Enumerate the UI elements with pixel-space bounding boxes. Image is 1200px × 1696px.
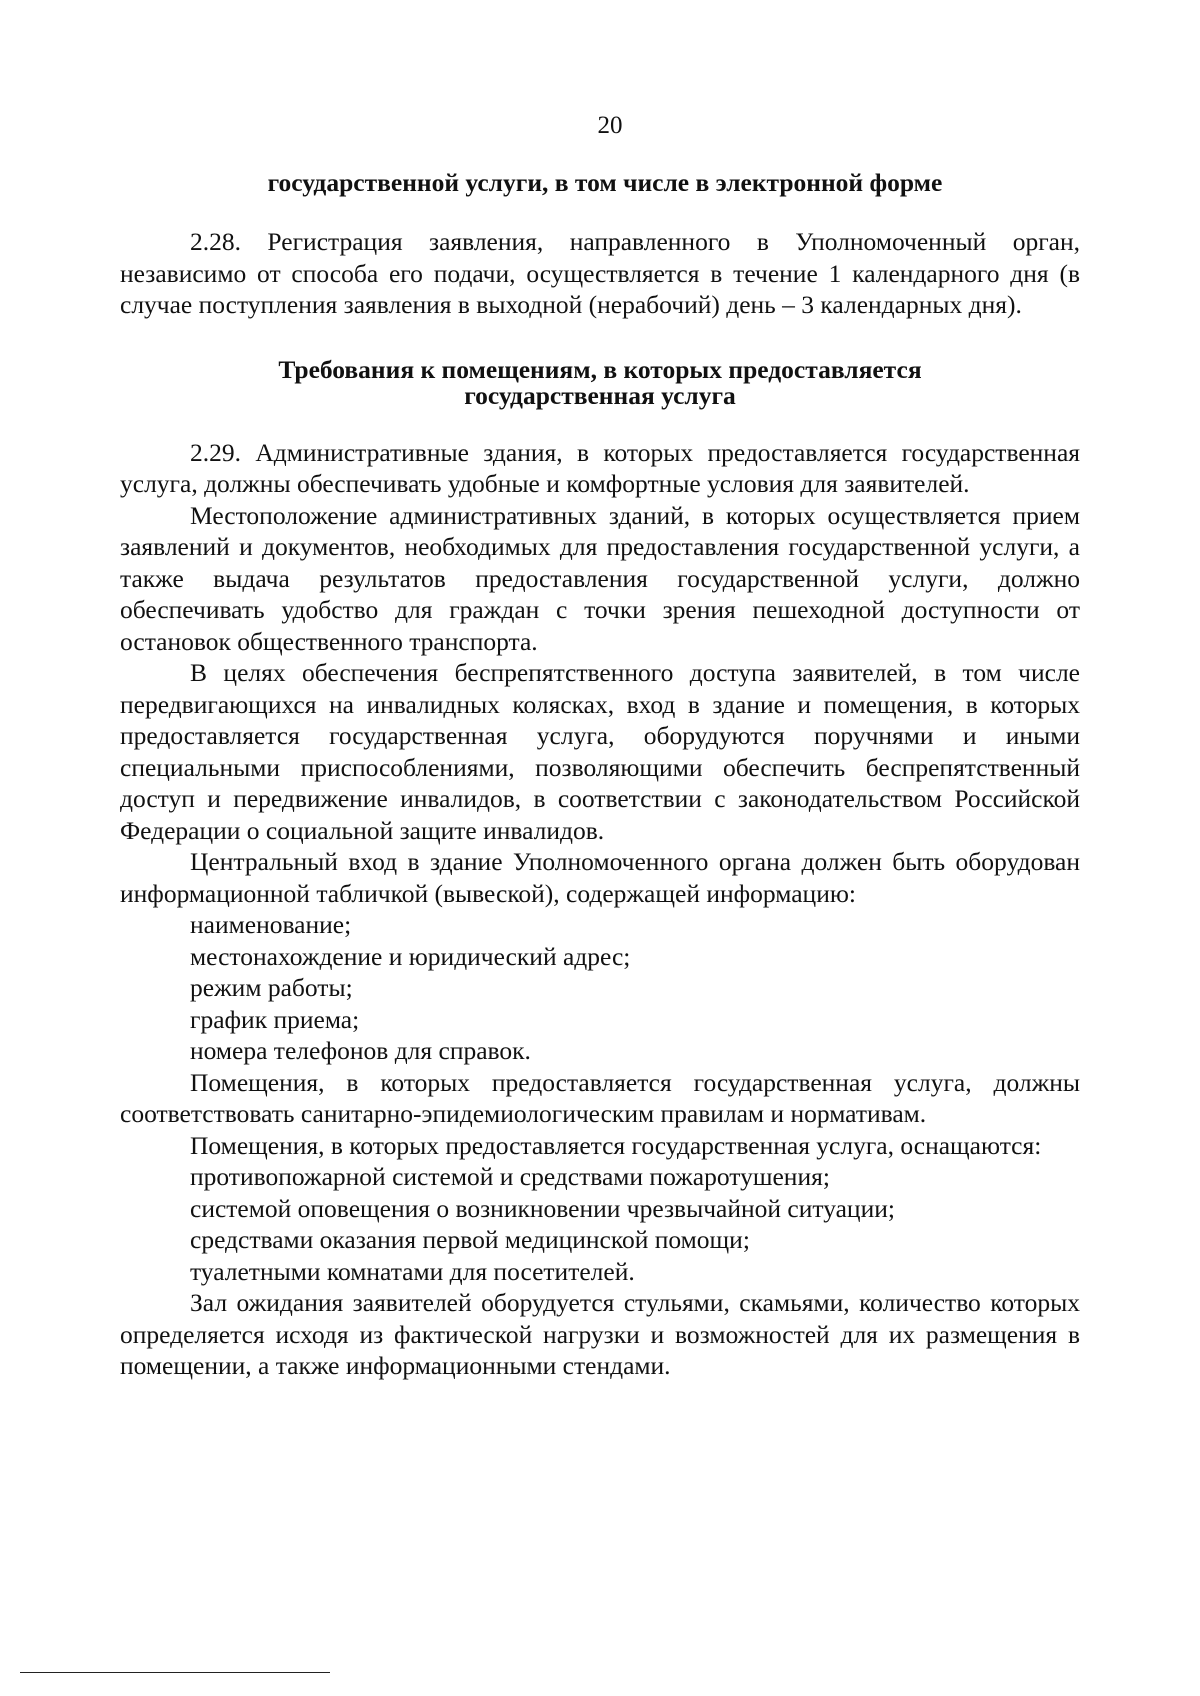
section-heading-line-1: Требования к помещениям, в которых предоставляется: [278, 354, 922, 384]
paragraph-2-29: 2.29. Административные здания, в которых предоставляется государственная услуга, должны обеспечивать удобные и комфортные условия для заявителей.: [120, 437, 1080, 498]
list-item: туалетными комнатами для посетителей.: [190, 1256, 635, 1286]
list-item: местонахождение и юридический адрес;: [190, 941, 631, 971]
list-item: номера телефонов для справок.: [190, 1036, 531, 1065]
list-item: наименование;: [190, 910, 352, 939]
paragraph-sanitary: Помещения, в которых предоставляется государственная услуга, должны соответствовать санитарно-эпидемиологическим правилам и нормативам.: [120, 1067, 1080, 1128]
paragraph-entrance: Центральный вход в здание Уполномоченного органа должен быть оборудован информационной табличкой (вывеской), содержащей информацию:: [120, 847, 1080, 908]
paragraph-waiting-room: Зал ожидания заявителей оборудуется стульями, скамьями, количество которых определяется исходя из фактической нагрузки и возможностей для их размещения в помещении, а также информационными стендами.: [120, 1288, 1080, 1380]
list-item: средствами оказания первой медицинской помощи;: [190, 1225, 750, 1254]
list-item: противопожарной системой и средствами пожаротушения;: [190, 1162, 830, 1191]
paragraph-location: Местоположение административных зданий, в которых осуществляется прием заявлений и документов, необходимых для предоставления государственной услуги, а также выдача результатов предоставления государственной услуги, должно обеспечивать удобство для граждан с точки зрения пешеходной доступности от остановок общественного транспорта.: [120, 500, 1080, 656]
document-body: [120, 170, 1080, 1382]
paragraph-equipped: Помещения, в которых предоставляется государственная услуга, оснащаются:: [190, 1130, 1042, 1160]
subsection-heading-continued: государственной услуги, в том числе в электронной форме: [267, 168, 943, 197]
list-item: системой оповещения о возникновении чрезвычайной ситуации;: [190, 1193, 895, 1223]
section-heading: [120, 354, 1080, 410]
list-item: режим работы;: [190, 973, 353, 1002]
list-item: график приема;: [190, 1004, 360, 1034]
paragraph-2-28: 2.28. Регистрация заявления, направленного в Уполномоченный орган, независимо от способа его подачи, осуществляется в течение 1 календарного дня (в случае поступления заявления в выходной (нерабочий) день – 3 календарных дня).: [120, 227, 1080, 319]
page-number: 20: [597, 112, 623, 139]
section-heading-line-2: государственная услуга: [464, 380, 736, 410]
footnote-separator: [20, 1672, 330, 1673]
paragraph-accessibility: В целях обеспечения беспрепятственного доступа заявителей, в том числе передвигающихся на инвалидных колясках, вход в здание и помещения, в которых предоставляется государственная услуга, оборудуются поручнями и иными специальными приспособлениями, позволяющими обеспечить беспрепятственный доступ и передвижение инвалидов, в соответствии с законодательством Российской Федерации о социальной защите инвалидов.: [120, 658, 1080, 845]
